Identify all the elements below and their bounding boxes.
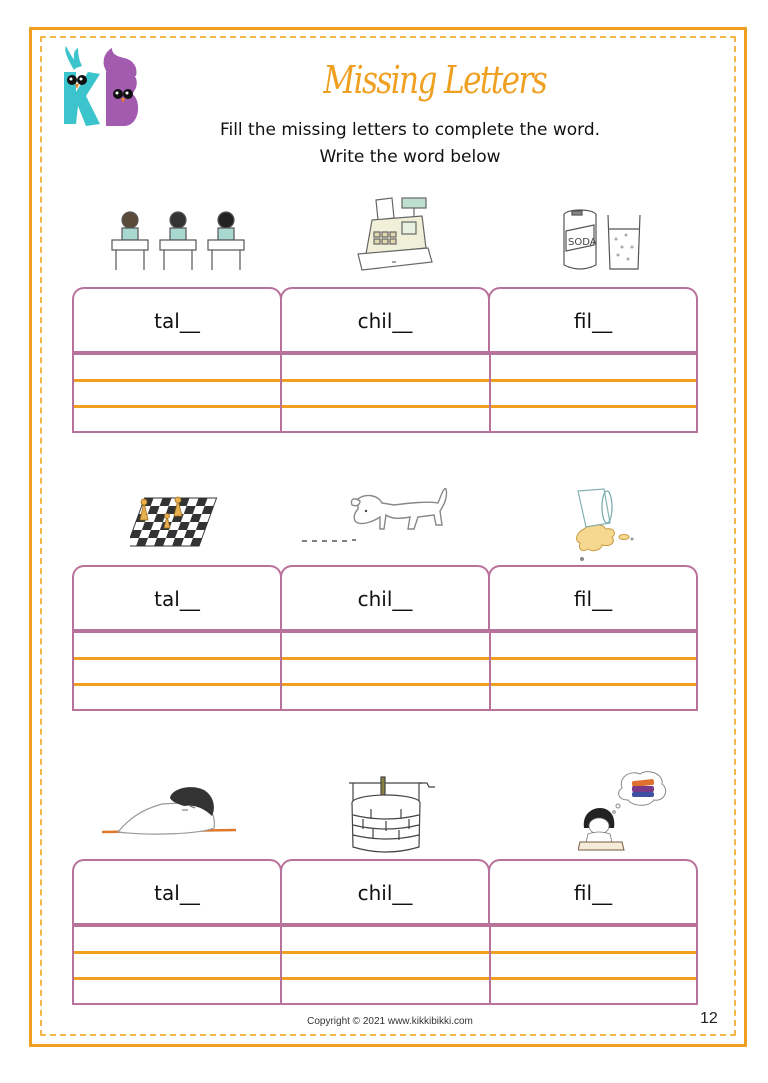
word-cell-tal: tal__ bbox=[72, 287, 282, 353]
word-cell-chil: chil__ bbox=[280, 859, 490, 925]
writing-line bbox=[74, 683, 696, 686]
column-divider bbox=[280, 353, 282, 433]
kikkibikki-logo bbox=[52, 46, 142, 130]
girl-thinking-of-books-picture bbox=[578, 770, 670, 856]
copyright-footer: Copyright © 2021 www.kikkibikki.com bbox=[307, 1016, 473, 1027]
children-at-desks-picture bbox=[108, 208, 248, 280]
sleeping-person-picture bbox=[100, 784, 240, 844]
word-cell-tal: tal__ bbox=[72, 565, 282, 631]
column-divider bbox=[489, 925, 491, 1005]
svg-text:SODA: SODA bbox=[568, 237, 597, 248]
writing-line bbox=[74, 951, 696, 954]
writing-area[interactable] bbox=[72, 925, 698, 1005]
word-table-2 bbox=[72, 565, 698, 711]
word-cell-chil: chil__ bbox=[280, 565, 490, 631]
word-cell-chil: chil__ bbox=[280, 287, 490, 353]
page-title: Missing Letters bbox=[323, 58, 547, 102]
writing-line bbox=[74, 977, 696, 980]
column-divider bbox=[489, 353, 491, 433]
word-cell-tal: tal__ bbox=[72, 859, 282, 925]
page-number: 12 bbox=[700, 1010, 718, 1027]
writing-line bbox=[74, 405, 696, 408]
spilled-glass-picture bbox=[568, 487, 638, 565]
soda-can-and-glass-picture bbox=[558, 203, 648, 279]
word-table-1 bbox=[72, 287, 698, 433]
column-divider bbox=[489, 631, 491, 711]
writing-line bbox=[74, 657, 696, 660]
word-table-3 bbox=[72, 859, 698, 1005]
writing-area[interactable] bbox=[72, 353, 698, 433]
sniffing-dog-picture bbox=[298, 485, 458, 551]
water-well-picture bbox=[343, 775, 443, 859]
chess-board-picture bbox=[130, 490, 220, 554]
writing-area[interactable] bbox=[72, 631, 698, 711]
column-divider bbox=[280, 631, 282, 711]
instruction-line-2: Write the word below bbox=[319, 147, 501, 167]
cash-register-picture bbox=[352, 192, 436, 278]
word-cell-fil: fil__ bbox=[488, 565, 698, 631]
column-divider bbox=[280, 925, 282, 1005]
word-cell-fil: fil__ bbox=[488, 859, 698, 925]
instruction-line-1: Fill the missing letters to complete the word. bbox=[219, 120, 601, 140]
word-cell-fil: fil__ bbox=[488, 287, 698, 353]
writing-line bbox=[74, 379, 696, 382]
